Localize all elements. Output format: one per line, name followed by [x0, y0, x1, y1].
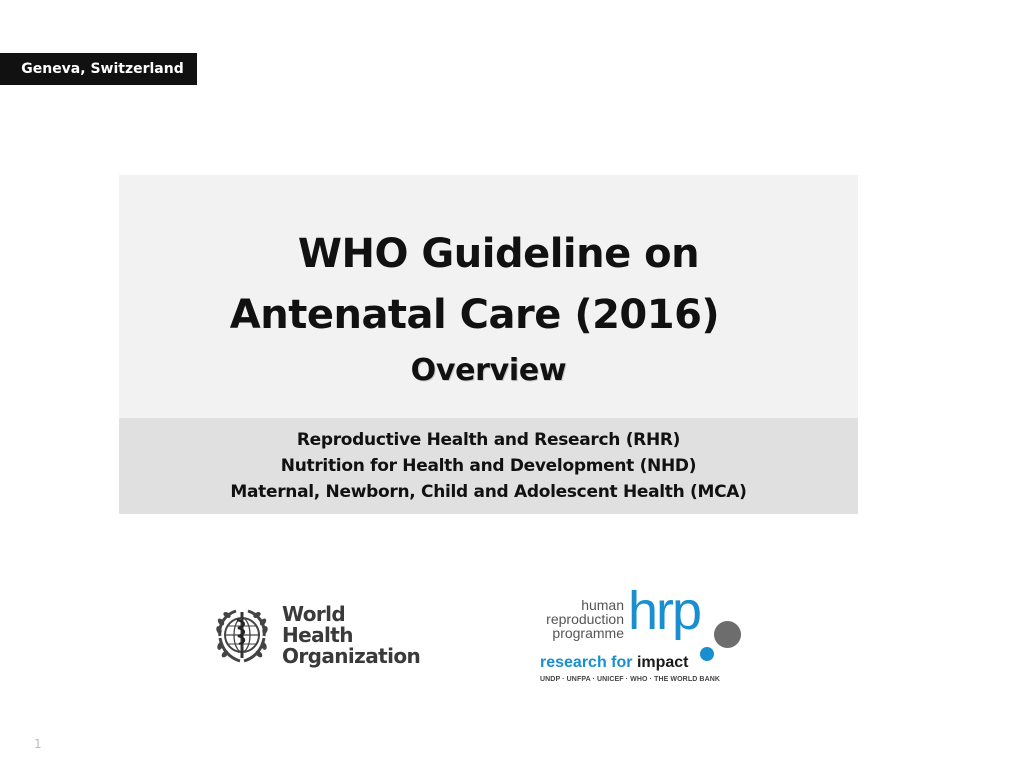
department-mca: Maternal, Newborn, Child and Adolescent Health (MCA): [230, 482, 747, 502]
title-line-1: WHO Guideline on: [297, 231, 700, 277]
who-emblem-icon: [212, 606, 272, 664]
hrp-blue-dot-icon: [700, 647, 714, 661]
hrp-wordmark: hrp: [628, 581, 701, 641]
hrp-logo: [536, 581, 746, 689]
hrp-name-line-3: programme: [552, 625, 624, 641]
who-wordmark-line-2: Organization: [282, 643, 421, 668]
hrp-name-line-1: human: [581, 597, 624, 613]
hrp-grey-dot-icon: [714, 621, 741, 648]
hrp-tagline: [540, 654, 689, 672]
hrp-tagline-impact: impact: [636, 654, 689, 671]
hrp-programme-name: [546, 598, 624, 640]
location-tag: Geneva, Switzerland: [0, 53, 197, 85]
title-line-2: Antenatal Care (2016): [229, 292, 720, 338]
who-wordmark-line-1: World Health: [282, 601, 353, 647]
hrp-name-line-2: reproduction: [546, 611, 624, 627]
hrp-tagline-research: research for: [540, 654, 637, 671]
department-rhr: Reproductive Health and Research (RHR): [296, 430, 681, 450]
who-logo: [212, 601, 421, 668]
title-box: [119, 175, 858, 418]
page-number: 1: [34, 737, 42, 751]
hrp-partners: UNDP · UNFPA · UNICEF · WHO · THE WORLD BANK: [540, 676, 721, 683]
who-wordmark: [282, 601, 421, 668]
subtitle-overview: Overview: [410, 353, 567, 388]
department-nhd: Nutrition for Health and Development (NHD): [280, 456, 697, 476]
departments-box: [119, 418, 858, 514]
